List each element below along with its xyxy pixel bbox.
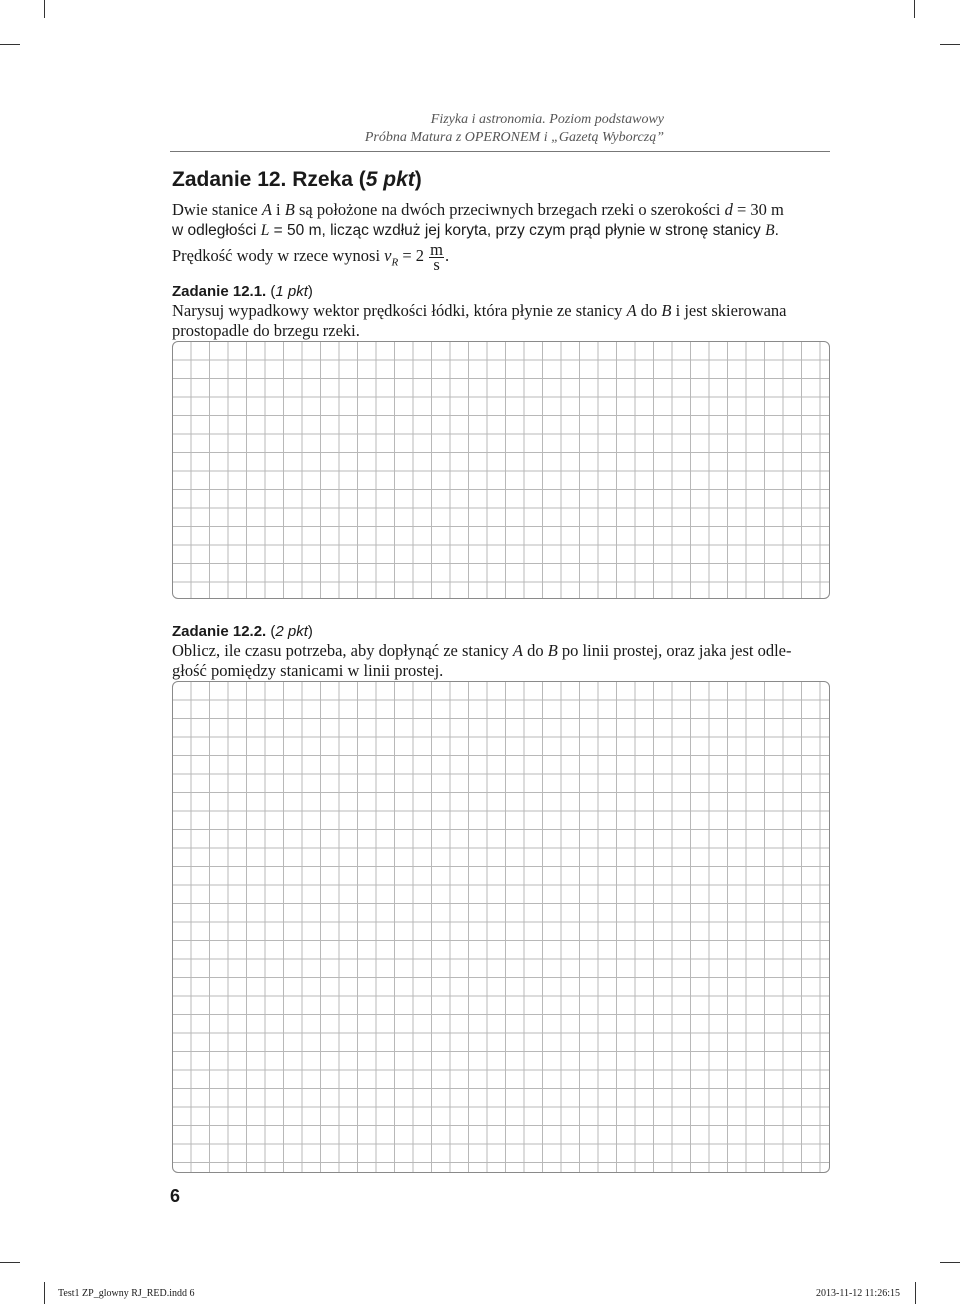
header-subject: Fizyka i astronomia. Poziom podstawowy xyxy=(430,112,664,127)
footer-date: 2013-11-12 11:26:15 xyxy=(816,1288,900,1299)
task-title: Zadanie 12. Rzeka (5 pkt) xyxy=(172,168,422,191)
subtask-1-line-1: Narysuj wypadkowy wektor prędkości łódki, która płynie ze stanicy A do B i jest skierowana xyxy=(172,301,787,320)
footer-file: Test1 ZP_glowny RJ_RED.indd 6 xyxy=(58,1288,195,1299)
answer-grid-2[interactable] xyxy=(172,681,830,1173)
subtask-2-line-1: Oblicz, ile czasu potrzeba, aby dopłynąć ze stanicy A do B po linii prostej, oraz jaka jest odle- xyxy=(172,641,792,660)
subtask-1-line-2: prostopadle do brzegu rzeki. xyxy=(172,321,360,340)
task-intro-line-3: Prędkość wody w rzece wynosi $v_R = 2$ $\frac{m}{s}$ . xyxy=(172,239,450,274)
crop-mark xyxy=(940,44,960,45)
crop-mark xyxy=(44,0,45,18)
subtask-2-line-2: głość pomiędzy stanicami w linii prostej. xyxy=(172,661,444,680)
subtask-2-title: Zadanie 12.2. (2 pkt) xyxy=(172,623,313,640)
task-intro-line-2: w odległości L = 50 m, licząc wzdłuż jej koryta, przy czym prąd płynie w stronę stanicy B. xyxy=(172,222,779,239)
header-divider xyxy=(170,151,830,152)
answer-grid-1[interactable] xyxy=(172,341,830,599)
task-intro-line-1: Dwie stanice A i B są położone na dwóch przeciwnych brzegach rzeki o szerokości d = 30 m xyxy=(172,200,784,219)
crop-mark xyxy=(0,44,20,45)
page-number: 6 xyxy=(170,1186,181,1206)
header-exam: Próbna Matura z OPERONEM i „Gazetą Wyborczą” xyxy=(364,130,664,145)
crop-mark xyxy=(914,0,915,18)
subtask-1-title: Zadanie 12.1. (1 pkt) xyxy=(172,283,313,300)
velocity-unit-fraction: $\frac{m}{s}$ xyxy=(430,239,443,274)
crop-mark xyxy=(0,1262,20,1263)
crop-mark xyxy=(940,1262,960,1263)
